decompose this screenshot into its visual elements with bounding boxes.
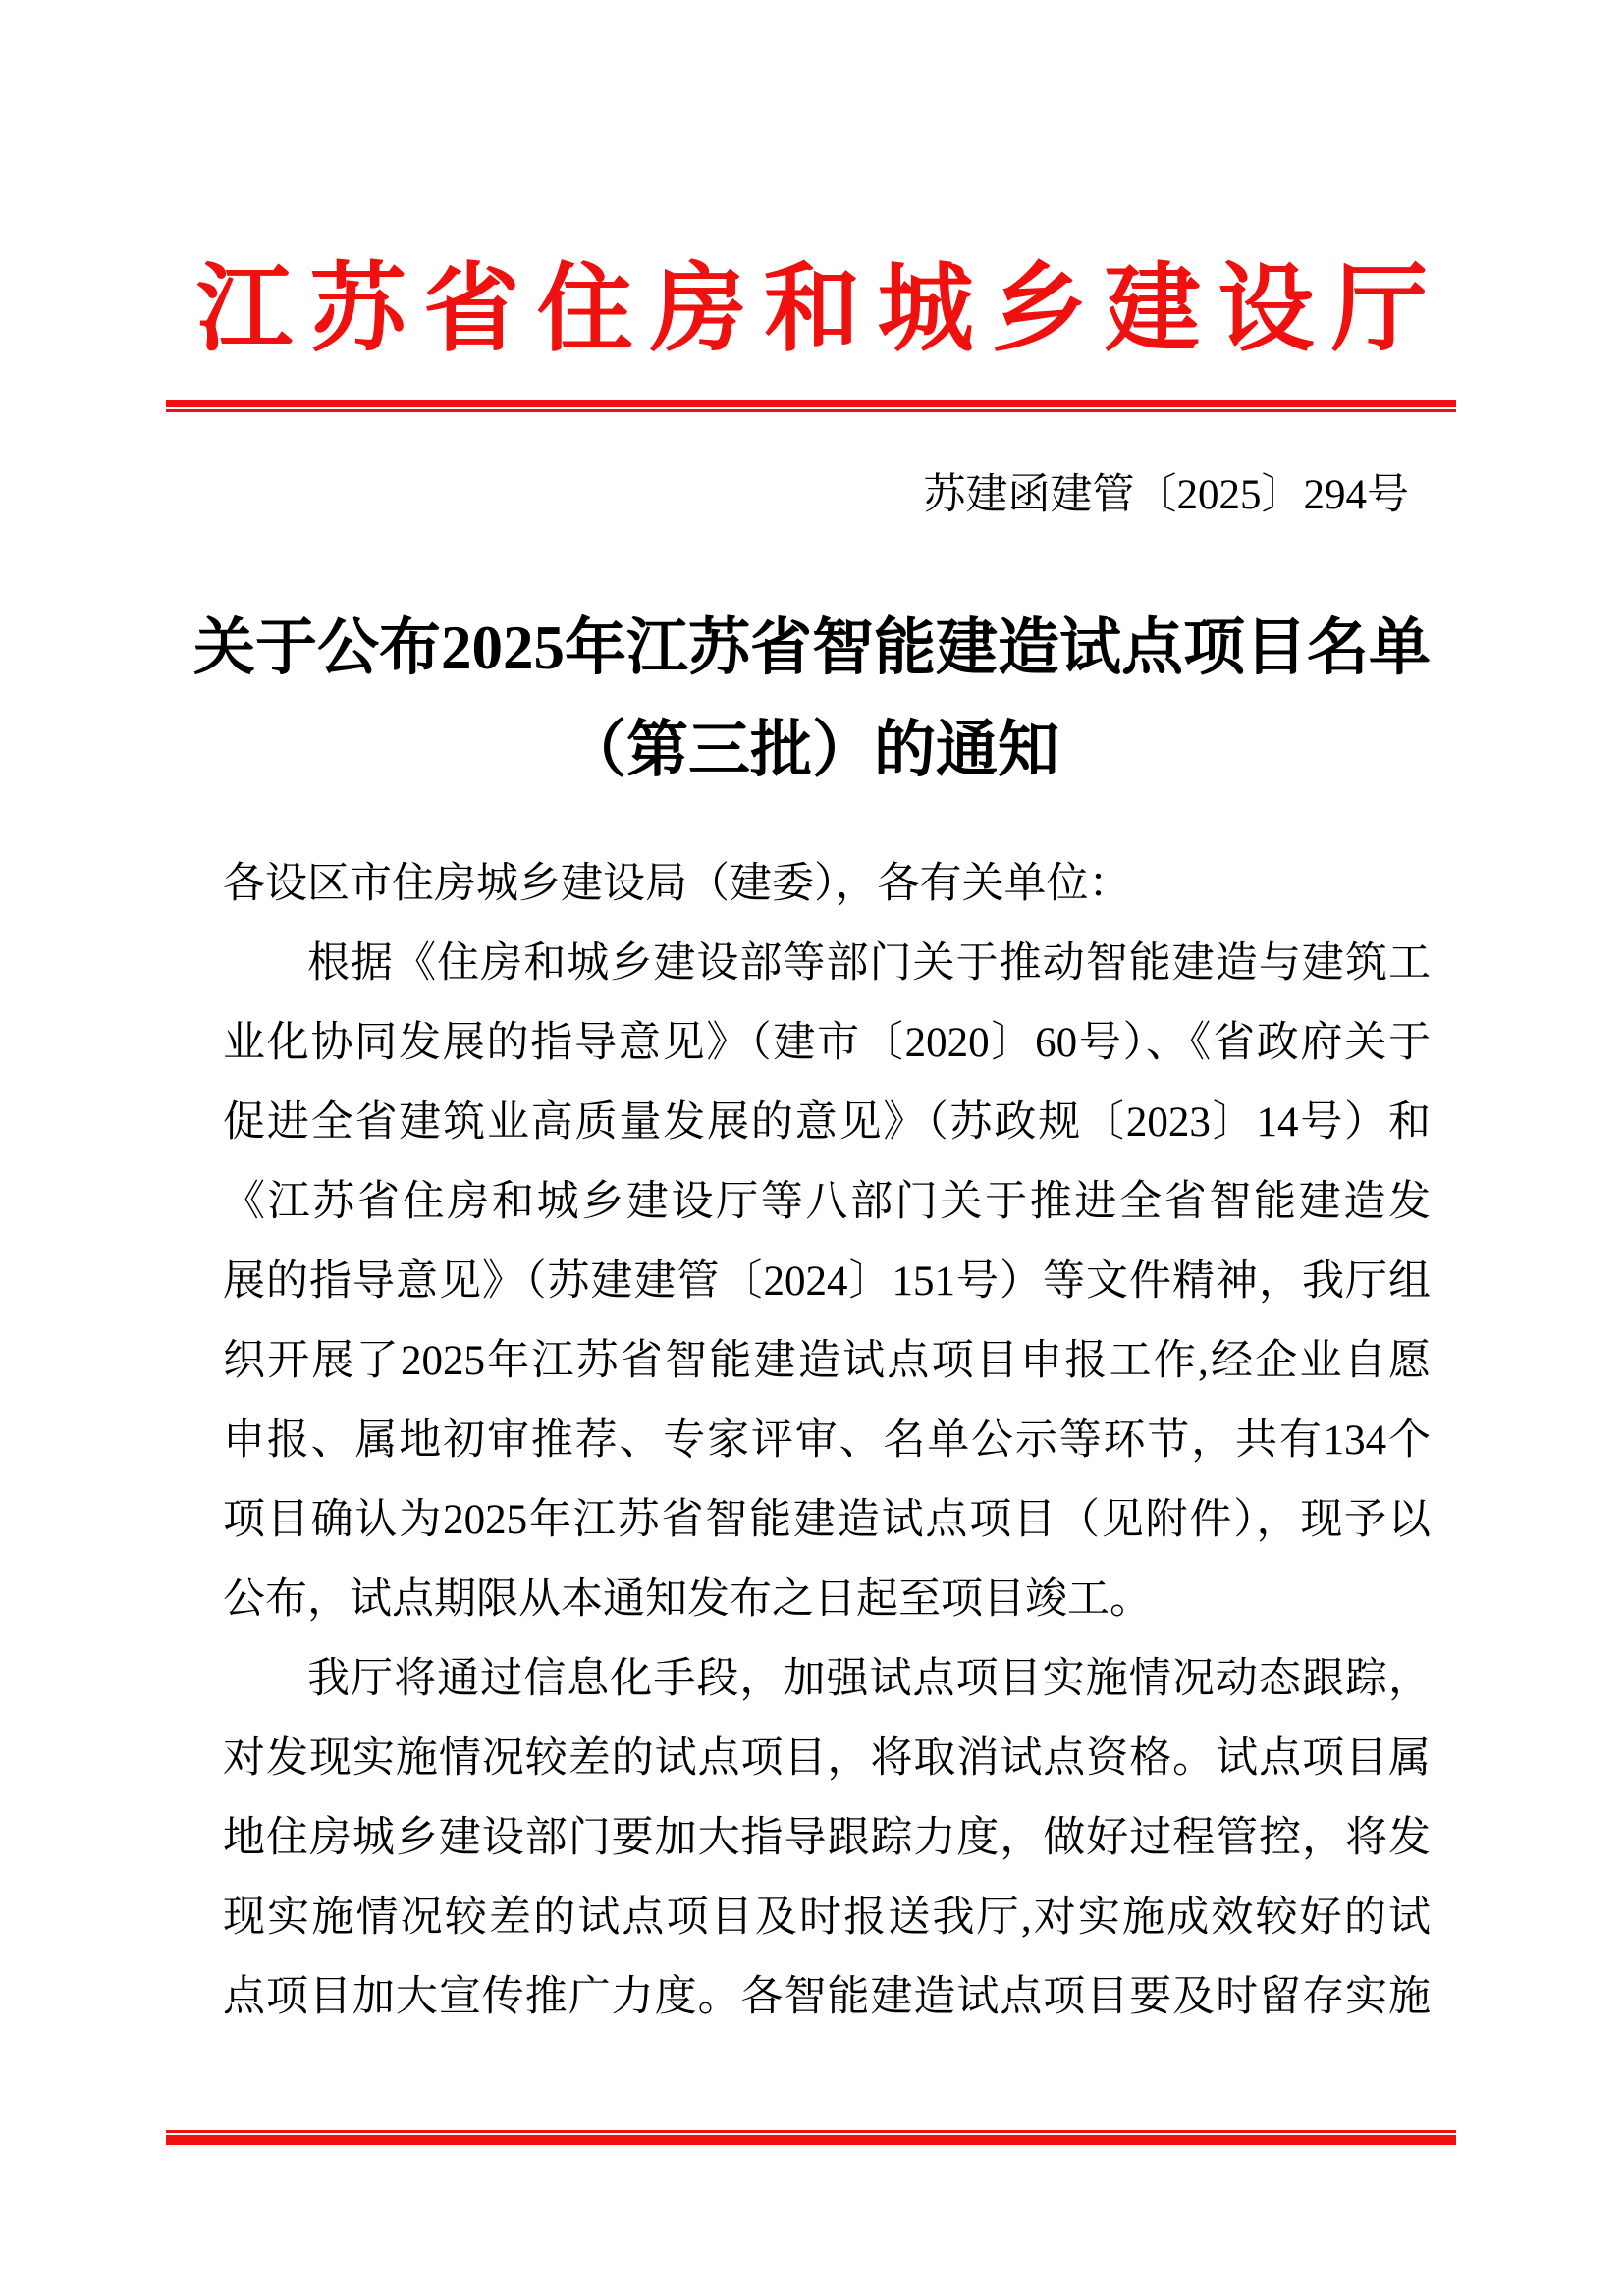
- body-line: 织开展了2025年江苏省智能建造试点项目申报工作,经企业自愿: [223, 1338, 1431, 1384]
- footer-divider: [166, 2130, 1456, 2145]
- body-line: 我厅将通过信息化手段，加强试点项目实施情况动态跟踪，: [307, 1656, 1431, 1702]
- body-line: 项目确认为2025年江苏省智能建造试点项目（见附件），现予以: [223, 1497, 1431, 1543]
- body-line: 业化协同发展的指导意见》（建市〔2020〕60号）、《省政府关于: [223, 1020, 1431, 1066]
- body-line: 申报、属地初审推荐、专家评审、名单公示等环节，共有134个: [223, 1417, 1431, 1464]
- body-line: 现实施情况较差的试点项目及时报送我厅,对实施成效较好的试: [223, 1895, 1431, 1941]
- document-number: 苏建函建管〔2025〕294号: [923, 472, 1409, 518]
- masthead-divider: [166, 400, 1456, 412]
- body-line: 《江苏省住房和城乡建设厅等八部门关于推进全省智能建造发: [223, 1179, 1431, 1225]
- divider-thick-bar: [166, 2135, 1456, 2145]
- body-text: [223, 844, 1431, 2037]
- notice-title-line2: （第三批）的通知: [565, 716, 1059, 784]
- divider-thick-bar: [166, 400, 1456, 407]
- body-line: 促进全省建筑业高质量发展的意见》（苏政规〔2023〕14号）和: [223, 1099, 1431, 1146]
- notice-title-line1: 关于公布2025年江苏省智能建造试点项目名单: [193, 614, 1431, 682]
- body-line: 点项目加大宣传推广力度。各智能建造试点项目要及时留存实施: [223, 1974, 1431, 2020]
- notice-title: [0, 597, 1624, 801]
- divider-thin-bar: [166, 409, 1456, 412]
- body-line: 地住房城乡建设部门要加大指导跟踪力度，做好过程管控，将发: [223, 1815, 1431, 1861]
- body-line: 对发现实施情况较差的试点项目，将取消试点资格。试点项目属: [223, 1735, 1431, 1782]
- body-line: 各设区市住房城乡建设局（建委），各有关单位：: [223, 861, 1131, 907]
- agency-masthead-title: 江苏省住房和城乡建设厅: [196, 257, 1428, 363]
- body-line: 公布，试点期限从本通知发布之日起至项目竣工。: [223, 1576, 1152, 1623]
- body-line: 根据《住房和城乡建设部等部门关于推动智能建造与建筑工: [307, 940, 1431, 987]
- body-line: 展的指导意见》（苏建建管〔2024〕151号）等文件精神，我厅组: [223, 1258, 1431, 1305]
